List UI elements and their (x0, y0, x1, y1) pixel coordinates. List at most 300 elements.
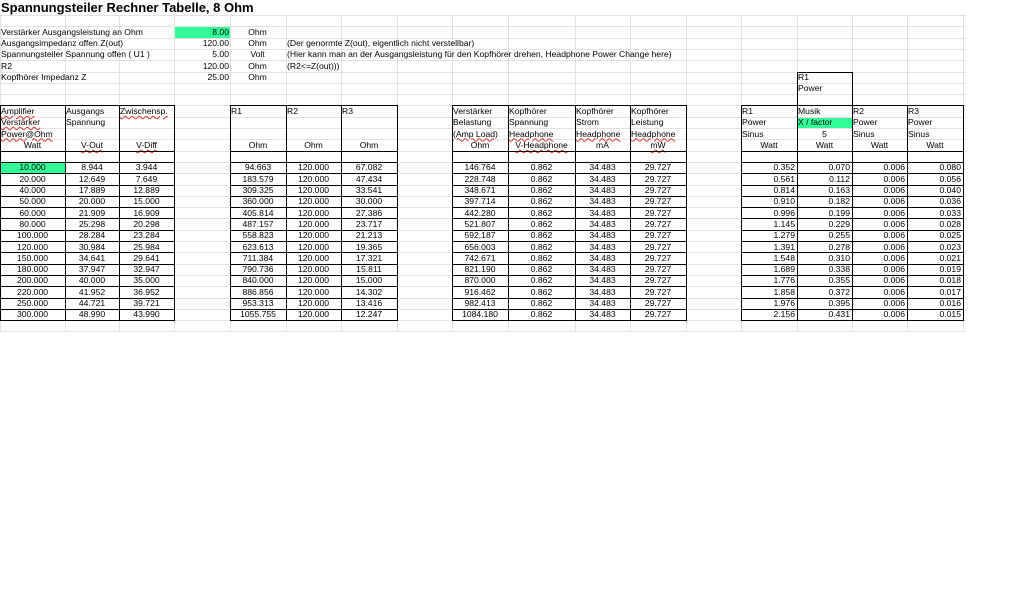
table-border (397, 105, 398, 321)
param-value: 5.00 (212, 49, 229, 60)
table-border (0, 230, 175, 231)
data-cell[interactable]: 20.000 (78, 196, 106, 207)
table-border (452, 105, 453, 321)
data-cell[interactable]: 27.386 (355, 207, 383, 218)
data-cell[interactable]: 16.909 (133, 207, 160, 218)
data-cell[interactable]: 0.910 (773, 196, 795, 207)
data-cell[interactable]: 35.000 (133, 275, 160, 286)
col-header-kh_spannung: Kopfhörer (509, 105, 547, 116)
data-cell[interactable]: 180.000 (16, 264, 49, 275)
data-cell[interactable]: 120.000 (297, 252, 330, 263)
data-cell[interactable]: 0.006 (883, 252, 905, 263)
data-cell[interactable]: 397.714 (464, 196, 496, 207)
data-cell[interactable]: 0.862 (530, 264, 553, 275)
data-cell[interactable]: 886.856 (242, 286, 274, 297)
data-cell[interactable]: 1.279 (773, 230, 795, 241)
table-border (230, 151, 398, 152)
data-cell[interactable]: 0.431 (828, 309, 850, 320)
data-cell[interactable]: 94.663 (244, 162, 272, 173)
col-header-r1_musik: Musik (798, 105, 821, 116)
data-cell[interactable]: 0.862 (530, 218, 553, 229)
data-cell[interactable]: 0.862 (530, 252, 553, 263)
data-cell[interactable]: 1055.755 (240, 309, 276, 320)
sheet-title: Spannungsteiler Rechner Tabelle, 8 Ohm (1, 0, 254, 15)
data-cell[interactable]: 3.944 (135, 162, 158, 173)
data-cell[interactable]: 37.947 (78, 264, 106, 275)
data-cell[interactable]: 0.862 (530, 241, 553, 252)
data-cell[interactable]: 0.006 (883, 230, 905, 241)
table-border (65, 105, 66, 321)
data-cell[interactable]: 300.000 (16, 309, 49, 320)
data-cell[interactable]: 0.112 (829, 173, 850, 184)
table-border (907, 105, 908, 321)
data-cell[interactable]: 34.483 (589, 162, 616, 173)
data-cell[interactable]: 29.727 (644, 185, 672, 195)
data-cell[interactable]: 220.000 (16, 286, 49, 297)
data-cell[interactable]: 80.000 (19, 218, 46, 229)
col-header-r1_musik: 5 (822, 128, 827, 139)
data-cell[interactable]: 7.649 (135, 173, 158, 184)
table-border (741, 264, 964, 265)
table-border (852, 105, 853, 321)
data-cell[interactable]: 50.000 (19, 196, 46, 207)
data-cell[interactable]: 0.862 (530, 309, 553, 320)
data-cell[interactable]: 29.727 (644, 230, 672, 241)
data-cell[interactable]: 34.483 (589, 252, 616, 263)
data-cell[interactable]: 34.483 (589, 264, 616, 275)
data-cell[interactable]: 33.541 (355, 185, 383, 195)
col-header-amplifier: Amplifier (1, 105, 35, 116)
data-cell[interactable]: 742.671 (464, 252, 496, 263)
table-border (741, 286, 964, 287)
data-cell[interactable]: 12.247 (355, 309, 383, 320)
table-border (741, 105, 742, 321)
col-header-kh_spannung: Headphone (509, 128, 554, 139)
table-border (230, 264, 398, 265)
data-cell[interactable]: 120.000 (16, 241, 49, 252)
table-border (0, 218, 175, 219)
table-border (452, 105, 687, 106)
table-border (452, 196, 687, 197)
data-cell[interactable]: 20.000 (19, 173, 46, 184)
col-unit-r2_sinus: Watt (870, 139, 889, 150)
col-header-belastung: (Amp Load) (453, 128, 498, 139)
col-header-r1_sinus: Power (742, 117, 767, 128)
data-cell[interactable]: 21.909 (78, 207, 106, 218)
data-cell[interactable]: 19.365 (355, 241, 383, 252)
data-cell[interactable]: 0.006 (883, 298, 905, 308)
data-cell[interactable]: 870.000 (464, 275, 496, 286)
col-header-r1: R1 (231, 105, 242, 116)
data-cell[interactable]: 405.814 (242, 207, 274, 218)
table-border (230, 105, 398, 106)
data-cell[interactable]: 558.823 (242, 230, 274, 241)
data-cell[interactable]: 29.727 (644, 286, 672, 297)
data-cell[interactable]: 840.000 (242, 275, 274, 286)
data-cell[interactable]: 36.952 (133, 286, 160, 297)
data-cell[interactable]: 120.000 (297, 309, 330, 320)
data-cell[interactable]: 25.984 (133, 241, 160, 252)
data-cell[interactable]: 29.727 (644, 162, 672, 173)
data-cell[interactable]: 29.727 (644, 207, 672, 218)
data-cell[interactable]: 34.483 (589, 230, 616, 241)
data-cell[interactable]: 183.579 (242, 173, 274, 184)
data-cell[interactable]: 982.413 (464, 298, 496, 308)
data-cell[interactable]: 0.182 (828, 196, 850, 207)
data-cell[interactable]: 0.006 (883, 207, 905, 218)
data-cell[interactable]: 12.649 (78, 173, 106, 184)
data-cell[interactable]: 0.862 (530, 275, 553, 286)
data-cell[interactable]: 120.000 (297, 162, 330, 173)
col-unit-amplifier: Watt (23, 139, 42, 150)
col-header-kh_leistung: Headphone (631, 128, 676, 139)
table-border (0, 207, 175, 208)
param-value: 25.00 (207, 72, 229, 82)
col-header-r1_sinus: Sinus (742, 128, 764, 139)
col-header-r3_sinus: Sinus (908, 128, 930, 139)
col-header-r2_sinus: Sinus (853, 128, 875, 139)
data-cell[interactable]: 29.727 (644, 218, 672, 229)
data-cell[interactable]: 30.984 (78, 241, 106, 252)
table-border (230, 218, 398, 219)
data-cell[interactable]: 34.483 (589, 196, 616, 207)
param-note: (R2<=Z(out))) (287, 60, 340, 71)
data-cell[interactable]: 0.862 (530, 286, 553, 297)
table-border (230, 320, 398, 321)
data-cell[interactable]: 0.862 (530, 162, 553, 173)
table-border (741, 207, 964, 208)
data-cell[interactable]: 34.483 (589, 298, 616, 308)
data-cell[interactable]: 0.996 (773, 207, 795, 218)
data-cell[interactable]: 34.483 (589, 309, 616, 320)
table-border (0, 173, 175, 174)
data-cell[interactable]: 0.006 (883, 218, 905, 229)
data-cell[interactable]: 120.000 (297, 218, 330, 229)
data-cell[interactable]: 28.284 (78, 230, 106, 241)
data-cell[interactable]: 0.255 (828, 230, 850, 241)
param-label: Kopfhörer Impedanz Z (1, 72, 87, 82)
col-header-r2_sinus: R2 (853, 105, 864, 116)
table-border (452, 275, 687, 276)
data-cell[interactable]: 0.006 (883, 173, 905, 184)
data-cell[interactable]: 0.372 (828, 286, 850, 297)
table-border (0, 275, 175, 276)
data-cell[interactable]: 0.338 (828, 264, 850, 275)
data-cell[interactable]: 1.548 (773, 252, 795, 263)
col-unit-r1_sinus: Watt (760, 139, 778, 150)
table-border (230, 173, 398, 174)
data-cell[interactable]: 34.483 (589, 275, 616, 286)
data-cell[interactable]: 21.213 (355, 230, 383, 241)
data-cell[interactable]: 0.070 (828, 162, 850, 173)
table-border (230, 252, 398, 253)
table-border (741, 275, 964, 276)
data-cell[interactable]: 34.641 (78, 252, 106, 263)
data-cell[interactable]: 0.019 (939, 264, 961, 275)
data-cell[interactable]: 0.862 (530, 196, 553, 207)
data-cell[interactable]: 0.080 (939, 162, 961, 173)
data-cell[interactable]: 0.028 (939, 218, 961, 229)
table-border (575, 105, 576, 321)
data-cell[interactable]: 0.355 (828, 275, 850, 286)
col-unit-r2: Ohm (304, 139, 323, 150)
data-cell[interactable]: 30.000 (355, 196, 383, 207)
data-cell[interactable]: 0.006 (883, 162, 905, 173)
col-header-kh_strom: Headphone (576, 128, 621, 139)
data-cell[interactable]: 23.284 (133, 230, 160, 241)
data-cell[interactable]: 15.000 (355, 275, 383, 286)
data-cell[interactable]: 0.036 (939, 196, 961, 207)
table-border (230, 207, 398, 208)
table-border (230, 286, 398, 287)
table-border (797, 72, 798, 106)
data-cell[interactable]: 32.947 (133, 264, 160, 275)
data-cell[interactable]: 100.000 (16, 230, 49, 241)
data-cell[interactable]: 711.384 (242, 252, 274, 263)
data-cell[interactable]: 0.040 (939, 185, 961, 195)
data-cell[interactable]: 0.278 (828, 241, 850, 252)
data-cell[interactable]: 25.298 (78, 218, 106, 229)
data-cell[interactable]: 10.000 (19, 162, 46, 173)
col-header-r1_sinus: R1 (742, 105, 753, 116)
data-cell[interactable]: 43.990 (133, 309, 160, 320)
col-unit-r3: Ohm (359, 139, 379, 150)
data-cell[interactable]: 953.313 (242, 298, 274, 308)
grid-row-line (0, 15, 966, 16)
data-cell[interactable]: 29.641 (133, 252, 160, 263)
data-cell[interactable]: 0.814 (773, 185, 795, 195)
data-cell[interactable]: 17.321 (355, 252, 383, 263)
table-border (0, 185, 175, 186)
data-cell[interactable]: 0.016 (939, 298, 961, 308)
data-cell[interactable]: 40.000 (19, 185, 46, 195)
data-cell[interactable]: 0.018 (939, 275, 961, 286)
data-cell[interactable]: 0.023 (939, 241, 961, 252)
data-cell[interactable]: 0.006 (883, 185, 905, 195)
table-border (963, 105, 964, 321)
data-cell[interactable]: 0.025 (939, 230, 961, 241)
data-cell[interactable]: 34.483 (589, 218, 616, 229)
col-unit-r3_sinus: Watt (926, 139, 944, 150)
data-cell[interactable]: 34.483 (589, 286, 616, 297)
table-border (452, 252, 687, 253)
data-cell[interactable]: 0.006 (883, 286, 905, 297)
data-cell[interactable]: 15.811 (356, 264, 382, 275)
data-cell[interactable]: 47.434 (355, 173, 383, 184)
data-cell[interactable]: 0.006 (883, 275, 905, 286)
data-cell[interactable]: 44.721 (78, 298, 106, 308)
data-cell[interactable]: 29.727 (644, 275, 672, 286)
col-unit-kh_spannung: V-Headphone (515, 139, 568, 150)
table-border (452, 286, 687, 287)
data-cell[interactable]: 360.000 (242, 196, 274, 207)
col-header-kh_strom: Kopfhörer (576, 105, 614, 116)
data-cell[interactable]: 20.298 (133, 218, 160, 229)
table-border (230, 241, 398, 242)
table-border (230, 275, 398, 276)
data-cell[interactable]: 592.187 (464, 230, 496, 241)
data-cell[interactable]: 60.000 (19, 207, 46, 218)
data-cell[interactable]: 0.352 (773, 162, 795, 173)
data-cell[interactable]: 34.483 (589, 173, 616, 184)
table-border (0, 151, 175, 152)
data-cell[interactable]: 0.033 (939, 207, 961, 218)
data-cell[interactable]: 916.462 (464, 286, 496, 297)
data-cell[interactable]: 120.000 (297, 230, 330, 241)
table-border (0, 241, 175, 242)
table-border (0, 264, 175, 265)
data-cell[interactable]: 0.862 (530, 207, 553, 218)
data-cell[interactable]: 13.416 (355, 298, 383, 308)
data-cell[interactable]: 1.689 (773, 264, 795, 275)
grid-row-line (0, 38, 966, 39)
data-cell[interactable]: 0.015 (939, 309, 961, 320)
data-cell[interactable]: 120.000 (297, 264, 330, 275)
data-cell[interactable]: 0.862 (530, 298, 553, 308)
data-cell[interactable]: 120.000 (297, 207, 330, 218)
data-cell[interactable]: 442.280 (464, 207, 496, 218)
param-unit: Ohm (248, 38, 267, 49)
table-border (741, 185, 964, 186)
col-header-kh_leistung: Kopfhörer (631, 105, 669, 116)
col-header-belastung: Belastung (453, 117, 492, 128)
data-cell[interactable]: 34.483 (589, 207, 616, 218)
param-note: (Der genormte Z(out), eigentlich nicht verstellbar) (287, 38, 475, 49)
data-cell[interactable]: 0.006 (883, 241, 905, 252)
data-cell[interactable]: 0.862 (530, 230, 553, 241)
data-cell[interactable]: 0.561 (773, 173, 795, 184)
data-cell[interactable]: 120.000 (297, 196, 330, 207)
table-border (741, 252, 964, 253)
data-cell[interactable]: 348.671 (464, 185, 496, 195)
data-cell[interactable]: 790.736 (242, 264, 274, 275)
data-cell[interactable]: 41.952 (78, 286, 106, 297)
table-border (452, 264, 687, 265)
data-cell[interactable]: 120.000 (297, 286, 330, 297)
data-cell[interactable]: 120.000 (297, 241, 330, 252)
data-cell[interactable]: 0.395 (828, 298, 850, 308)
data-cell[interactable]: 67.082 (355, 162, 383, 173)
data-cell[interactable]: 0.310 (828, 252, 850, 263)
table-border (741, 196, 964, 197)
data-cell[interactable]: 120.000 (297, 298, 330, 308)
table-border (230, 185, 398, 186)
data-cell[interactable]: 14.302 (355, 286, 383, 297)
table-border (0, 286, 175, 287)
data-cell[interactable]: 8.944 (81, 162, 103, 173)
grid-row-line (0, 26, 966, 27)
data-cell[interactable]: 623.613 (242, 241, 274, 252)
col-header-r3_sinus: R3 (908, 105, 919, 116)
data-cell[interactable]: 29.727 (644, 252, 672, 263)
table-border (230, 105, 231, 321)
data-cell[interactable]: 1.145 (773, 218, 795, 229)
data-cell[interactable]: 656.003 (464, 241, 496, 252)
data-cell[interactable]: 29.727 (644, 309, 672, 320)
data-cell[interactable]: 200.000 (16, 275, 49, 286)
table-border (230, 298, 398, 299)
col-unit-r1_musik: Watt (815, 139, 834, 150)
param-label: Spannungsteiler Spannung offen ( U1 ) (1, 49, 150, 60)
data-cell[interactable]: 29.727 (644, 173, 672, 184)
data-cell[interactable]: 1.858 (773, 286, 795, 297)
col-header-zwischen: Zwischensp. (120, 105, 168, 116)
data-cell[interactable]: 250.000 (16, 298, 49, 308)
col-header-r2_sinus: Power (853, 117, 878, 128)
data-cell[interactable]: 120.000 (297, 275, 330, 286)
table-border (230, 196, 398, 197)
data-cell[interactable]: 0.229 (828, 218, 850, 229)
data-cell[interactable]: 1084.180 (462, 309, 498, 320)
data-cell[interactable]: 821.190 (464, 264, 496, 275)
data-cell[interactable]: 150.000 (16, 252, 49, 263)
data-cell[interactable]: 48.990 (78, 309, 106, 320)
param-value: 120.00 (202, 38, 229, 49)
data-cell[interactable]: 0.163 (828, 185, 850, 195)
data-cell[interactable]: 29.727 (644, 264, 672, 275)
data-cell[interactable]: 0.006 (883, 196, 905, 207)
data-cell[interactable]: 40.000 (78, 275, 106, 286)
data-cell[interactable]: 34.483 (589, 185, 616, 195)
data-cell[interactable]: 521.807 (464, 218, 496, 229)
table-border (0, 196, 175, 197)
data-cell[interactable]: 29.727 (644, 196, 672, 207)
data-cell[interactable]: 1.391 (773, 241, 795, 252)
data-cell[interactable]: 34.483 (589, 241, 616, 252)
data-cell[interactable]: 29.727 (644, 298, 672, 308)
param-unit: Ohm (248, 72, 267, 82)
data-cell[interactable]: 0.006 (883, 264, 905, 275)
param-value: 8.00 (212, 26, 229, 37)
data-cell[interactable]: 23.717 (355, 218, 383, 229)
data-cell[interactable]: 487.157 (242, 218, 274, 229)
data-cell[interactable]: 29.727 (644, 241, 672, 252)
table-border (0, 320, 175, 321)
table-border (797, 72, 853, 73)
data-cell[interactable]: 0.056 (939, 173, 961, 184)
col-unit-r1: Ohm (248, 139, 268, 150)
data-cell[interactable]: 0.862 (530, 173, 553, 184)
param-value: 120.00 (202, 60, 229, 71)
data-cell[interactable]: 309.325 (242, 185, 274, 195)
data-cell[interactable]: 2.156 (773, 309, 795, 320)
data-cell[interactable]: 0.199 (828, 207, 850, 218)
col-header-kh_spannung: Spannung (509, 117, 549, 128)
table-border (452, 151, 687, 152)
table-border (452, 230, 687, 231)
col-unit-zwischen: V-Diff (136, 139, 157, 150)
data-cell[interactable]: 120.000 (297, 185, 330, 195)
table-border (741, 309, 964, 310)
data-cell[interactable]: 146.764 (464, 162, 496, 173)
data-cell[interactable]: 0.021 (939, 252, 961, 263)
data-cell[interactable]: 1.976 (773, 298, 795, 308)
data-cell[interactable]: 39.721 (133, 298, 160, 308)
data-cell[interactable]: 17.889 (78, 185, 106, 195)
data-cell[interactable]: 12.889 (133, 185, 160, 195)
col-unit-ausgangs: V-Out (81, 139, 103, 150)
data-cell[interactable]: 0.006 (883, 309, 905, 320)
data-cell[interactable]: 228.748 (464, 173, 496, 184)
data-cell[interactable]: 0.862 (530, 185, 553, 195)
data-cell[interactable]: 15.000 (133, 196, 160, 207)
col-unit-kh_strom: mA (596, 139, 609, 150)
data-cell[interactable]: 120.000 (297, 173, 330, 184)
data-cell[interactable]: 1.776 (773, 275, 795, 286)
col-header-kh_leistung: Leistung (631, 117, 664, 128)
table-border (452, 298, 687, 299)
data-cell[interactable]: 0.017 (939, 286, 961, 297)
